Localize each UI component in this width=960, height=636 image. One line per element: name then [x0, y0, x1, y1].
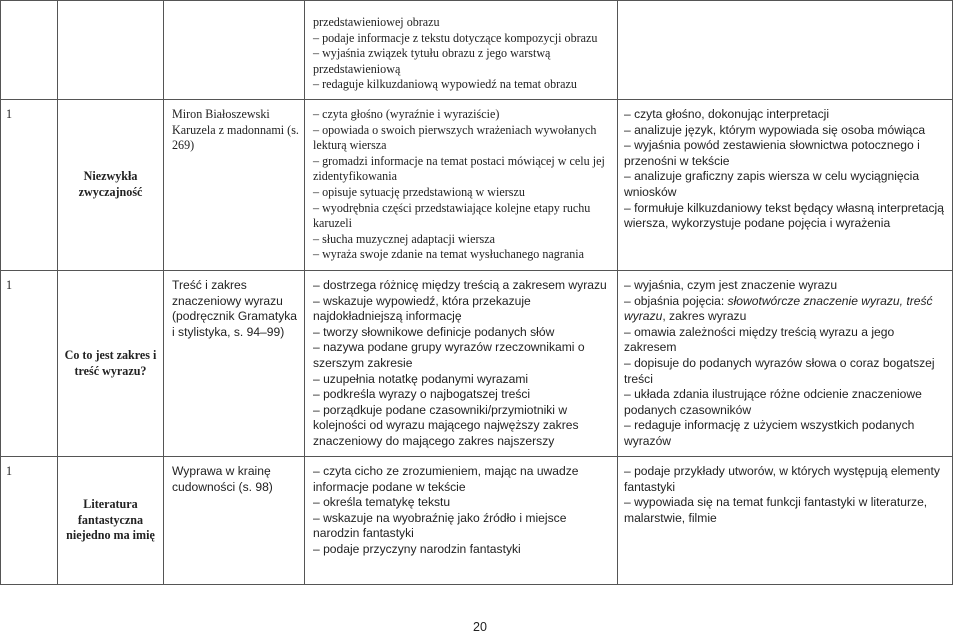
table-row [1, 457, 953, 585]
table-row [1, 100, 953, 271]
list-item [624, 294, 946, 325]
top-goals-cell [305, 1, 618, 100]
hours-cell: 1 [1, 271, 58, 457]
list-item: – omawia zależności między treścią wyrazu a jego zakresem [624, 324, 895, 355]
list-item: przedstawieniową [313, 61, 401, 76]
list-item: – tworzy słownikowe definicje podanych słów [313, 324, 555, 339]
list-item: – formułuje kilkuzdaniowy tekst będący własną interpretacją wiersza, wykorzystuje podane pojęcia i wyrażenia [624, 200, 944, 231]
list-item: – podaje informacje z tekstu dotyczące kompozycji obrazu [313, 30, 598, 45]
list-item: – redaguje kilkuzdaniową wypowiedź na temat obrazu [313, 77, 577, 92]
list-item: – wypowiada się na temat funkcji fantastyki w literaturze, malarstwie, filmie [624, 495, 928, 525]
list-item: – podaje przyczyny narodzin fantastyki [313, 541, 521, 556]
list-item: – wyraża swoje zdanie na temat wysłuchanego nagrania [313, 247, 584, 262]
concept-rest: , zakres wyrazu [662, 309, 747, 324]
list-item: – porządkuje podane czasowniki/przymiotniki w kolejności od wyrazu mającego najwęższy zakres znaczeniowy do mającego zakres najszerszy [313, 402, 579, 448]
lesson-title: Literatura fantastyczna niejedno ma imię [58, 457, 164, 585]
list-item: – wyodrębnia części przedstawiające kolejne etapy ruchu karuzeli [313, 200, 591, 231]
list-item: – wskazuje na wyobraźnię jako źródło i miejsce narodzin fantastyki [313, 510, 567, 541]
hours-cell: 1 [1, 100, 58, 271]
table-row [1, 271, 953, 457]
hours-cell: 1 [1, 457, 58, 585]
empty-cell [58, 1, 164, 100]
list-item: – określa tematykę tekstu [313, 495, 451, 510]
list-item: – wskazuje wypowiedź, która przekazuje najdokładniejszą informację [313, 293, 531, 324]
empty-cell [1, 1, 58, 100]
list-item: – podaje przykłady utworów, w których występują elementy fantastyki [624, 464, 940, 494]
list-item: – wyjaśnia, czym jest znaczenie wyrazu [624, 278, 838, 292]
concept-label: – objaśnia pojęcia: [624, 293, 728, 308]
list-item: – czyta głośno, dokonując interpretacji [624, 107, 830, 121]
table-row [1, 1, 953, 100]
basic-goals-cell [305, 457, 618, 585]
list-item: – redaguje informację z użyciem wszystkich podanych wyrazów [624, 418, 915, 448]
list-item: – uzupełnia notatkę podanymi wyrazami [313, 371, 529, 386]
lesson-title: Co to jest zakres i treść wyrazu? [58, 271, 164, 457]
basic-goals-cell [305, 100, 618, 271]
empty-cell [164, 1, 305, 100]
list-item: – czyta głośno (wyraźnie i wyraziście) [313, 107, 500, 121]
list-item: – analizuje graficzny zapis wiersza w celu wyciągnięcia wniosków [624, 169, 920, 199]
list-item: – opisuje sytuację przedstawioną w wierszu [313, 184, 525, 199]
list-item: – analizuje język, którym wypowiada się osoba mówiąca [624, 122, 926, 137]
list-item: – gromadzi informacje na temat postaci mówiącej w celu jej zidentyfikowania [313, 153, 605, 184]
lesson-title: Niezwykła zwyczajność [58, 100, 164, 271]
list-item: – dostrzega różnicę między treścią a zakresem wyrazu [313, 278, 607, 292]
list-item: – podkreśla wyrazy o najbogatszej treści [313, 387, 531, 402]
literature-cell: Wyprawa w krainę cudowności (s. 98) [164, 457, 305, 585]
list-item: – słucha muzycznej adaptacji wiersza [313, 231, 495, 246]
list-item: – wyjaśnia związek tytułu obrazu z jego warstwą [313, 46, 551, 61]
page-number: 20 [473, 620, 487, 634]
list-item: – nazywa podane grupy wyrazów rzeczownikami o szerszym zakresie [313, 340, 585, 370]
concept-terms: słowotwórcze znaczenie wyrazu, treść wyrazu [624, 293, 933, 324]
advanced-goals-cell [618, 100, 953, 271]
list-item: – opowiada o swoich pierwszych wrażeniach wywołanych lekturą wiersza [313, 122, 597, 153]
empty-cell [618, 1, 953, 100]
list-item: przedstawieniowej obrazu [313, 15, 440, 29]
literature-cell: Treść i zakres znaczeniowy wyrazu (podręcznik Gramatyka i stylistyka, s. 94–99) [164, 271, 305, 457]
list-item: – czyta cicho ze zrozumieniem, mając na uwadze informacje podane w tekście [313, 464, 579, 494]
list-item: – wyjaśnia powód zestawienia słownictwa potocznego i przenośni w tekście [624, 138, 920, 168]
list-item: – układa zdania ilustrujące różne odcienie znaczeniowe podanych czasowników [624, 387, 922, 417]
list-item: – dopisuje do podanych wyrazów słowa o coraz bogatszej treści [624, 355, 935, 386]
advanced-goals-cell [618, 271, 953, 457]
basic-goals-cell [305, 271, 618, 457]
advanced-goals-cell [618, 457, 953, 585]
literature-cell: Miron Białoszewski Karuzela z madonnami (s. 269) [164, 100, 305, 271]
